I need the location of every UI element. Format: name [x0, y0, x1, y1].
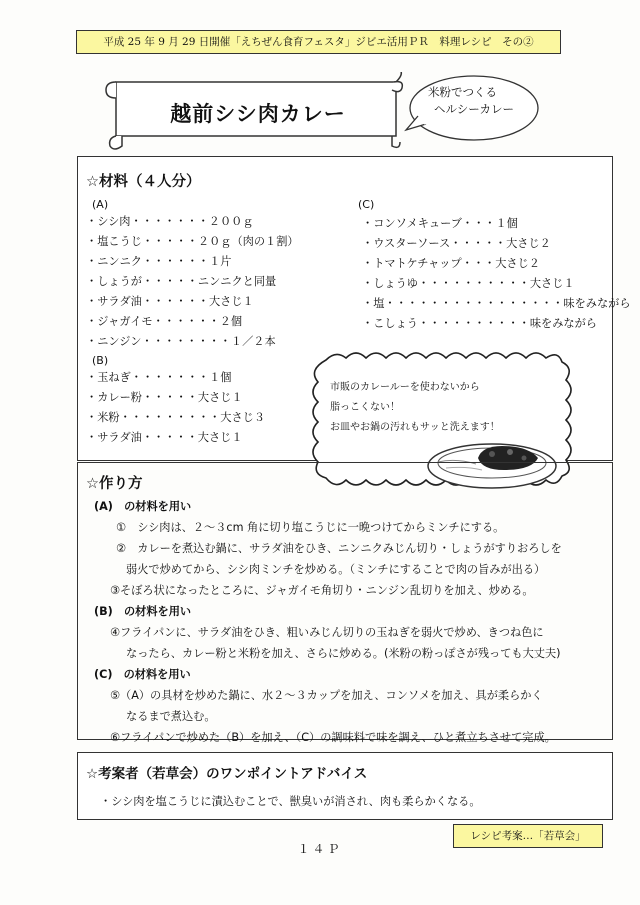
- howto-heading: ☆作り方: [86, 476, 143, 492]
- header-band: 平成 25 年 9 月 29 日開催「えちぜん食育フェスタ」ジビエ活用ＰＲ 料理レシピ その②: [76, 30, 561, 54]
- list-item: ・ウスターソース・・・・・大さじ２: [362, 237, 551, 250]
- note-text: [330, 378, 500, 438]
- bubble-line-2: ヘルシーカレー: [434, 102, 514, 116]
- note-line: お皿やお鍋の汚れもサッと洗えます！: [330, 422, 500, 433]
- list-item: ・カレー粉・・・・・大さじ１: [86, 391, 243, 404]
- list-item: ・塩こうじ・・・・・２０ｇ（肉の１割）: [86, 235, 299, 248]
- howto-steps: [80, 496, 610, 748]
- list-item: ・ニンニク・・・・・・１片: [86, 255, 232, 268]
- speech-bubble: [408, 84, 534, 144]
- howto-line: (C) の材料を用い: [94, 668, 191, 681]
- note-line: 市販のカレールーを使わないから: [330, 382, 480, 393]
- page-number: １４Ｐ: [297, 842, 343, 856]
- list-item: ・玉ねぎ・・・・・・・１個: [86, 371, 232, 384]
- list-item: ・サラダ油・・・・・・大さじ１: [86, 295, 254, 308]
- note-line: 脂っこくない！: [330, 402, 400, 413]
- group-b-list: [86, 368, 265, 448]
- group-c-list: [362, 214, 631, 334]
- recipe-title: 越前シシ肉カレー: [170, 102, 346, 126]
- howto-line: (A) の材料を用い: [94, 500, 192, 513]
- advice-text: ・シシ肉を塩こうじに漬込むことで、獣臭いが消され、肉も柔らかくなる。: [100, 795, 481, 808]
- list-item: ・トマトケチャップ・・・大さじ２: [362, 257, 540, 270]
- materials-heading: ☆材料（４人分）: [86, 174, 201, 190]
- bubble-line-1: 米粉でつくる: [428, 85, 497, 99]
- howto-line: (B) の材料を用い: [94, 605, 192, 618]
- group-c-label: (C): [358, 198, 375, 211]
- list-item: ・サラダ油・・・・・大さじ１: [86, 431, 243, 444]
- list-item: ・シシ肉・・・・・・・２００ｇ: [86, 215, 254, 228]
- list-item: ・塩・・・・・・・・・・・・・・・・味をみながら: [362, 297, 631, 310]
- advice-heading: ☆考案者（若草会）のワンポイントアドバイス: [86, 766, 368, 782]
- group-a-list: [86, 212, 299, 352]
- howto-line: ③そぼろ状になったところに、ジャガイモ角切り・ニンジン乱切りを加え、炒める。: [110, 584, 534, 597]
- list-item: ・米粉・・・・・・・・・大さじ３: [86, 411, 266, 424]
- howto-line: ④フライパンに、サラダ油をひき、粗いみじん切りの玉ねぎを弱火で炒め、きつね色に: [110, 626, 544, 639]
- howto-line: ⑥フライパンで炒めた（B）を加え、（C）の調味料で味を調え、ひと煮立ちさせて完成。: [110, 731, 556, 744]
- list-item: ・しょうが・・・・・ニンニクと同量: [86, 275, 277, 288]
- howto-line: ⑤（A）の具材を炒めた鍋に、水２～３カップを加え、コンソメを加え、具が柔らかく: [110, 689, 543, 702]
- list-item: ・こしょう・・・・・・・・・・味をみながら: [362, 317, 597, 330]
- howto-line: なるまで煮込む。: [126, 710, 216, 723]
- group-b-label: (B): [92, 354, 109, 367]
- howto-line: なったら、カレー粉と米粉を加え、さらに炒める。(米粉の粉っぽさが残っても大丈夫): [126, 647, 561, 660]
- howto-line: 弱火で炒めてから、シシ肉ミンチを炒める。（ミンチにすることで肉の旨みが出る）: [126, 563, 546, 576]
- list-item: ・ニンジン・・・・・・・・１／２本: [86, 335, 276, 348]
- list-item: ・コンソメキューブ・・・１個: [362, 217, 518, 230]
- list-item: ・ジャガイモ・・・・・・２個: [86, 315, 243, 328]
- howto-line: ② カレーを煮込む鍋に、サラダ油をひき、ニンニクみじん切り・しょうがすりおろしを: [116, 542, 562, 555]
- group-a-label: (A): [92, 198, 109, 211]
- list-item: ・しょうゆ・・・・・・・・・・大さじ１: [362, 277, 575, 290]
- credit-band: レシピ考案…「若草会」: [453, 824, 603, 848]
- howto-line: ① シシ肉は、２～３cm 角に切り塩こうじに一晩つけてからミンチにする。: [116, 521, 505, 534]
